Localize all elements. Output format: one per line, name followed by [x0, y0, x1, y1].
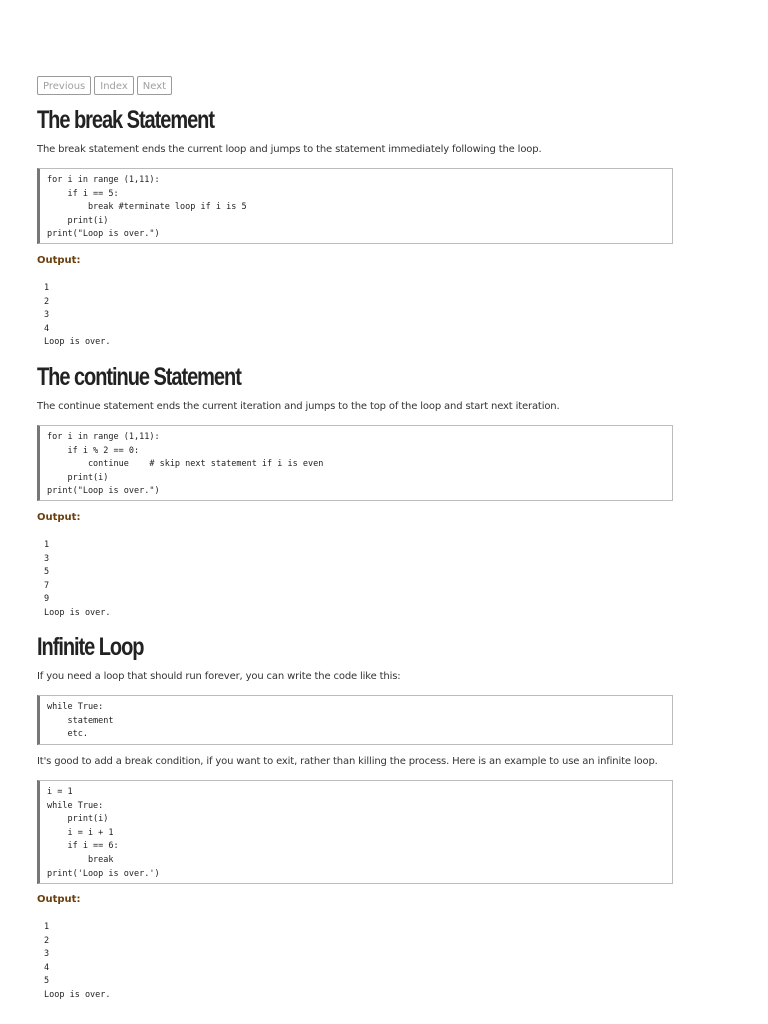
- break-condition-description: It's good to add a break condition, if you want to exit, rather than killing the process. Here is an example to use an infinite loop.: [37, 756, 658, 767]
- continue-section-description: The continue statement ends the current iteration and jumps to the top of the loop and start next iteration.: [37, 401, 560, 412]
- infinite-loop-output-label: Output:: [37, 894, 81, 905]
- continue-output-label: Output:: [37, 512, 81, 523]
- break-output-label: Output:: [37, 255, 81, 266]
- break-code-block: for i in range (1,11): if i == 5: break #terminate loop if i is 5 print(i) print("Loop is over."): [37, 168, 673, 244]
- infinite-loop-section-title: Infinite Loop: [37, 633, 144, 661]
- break-section-description: The break statement ends the current loop and jumps to the statement immediately following the loop.: [37, 144, 542, 155]
- continue-output: 1 3 5 7 9 Loop is over.: [44, 540, 111, 618]
- break-output: 1 2 3 4 Loop is over.: [44, 283, 111, 348]
- next-button[interactable]: Next: [137, 76, 172, 95]
- infinite-loop-example-code-block: i = 1 while True: print(i) i = i + 1 if i == 6: break print('Loop is over.'): [37, 780, 673, 884]
- continue-code-block: for i in range (1,11): if i % 2 == 0: continue # skip next statement if i is even print(i) print("Loop is over."): [37, 425, 673, 501]
- infinite-loop-code-block: while True: statement etc.: [37, 695, 673, 745]
- infinite-loop-description: If you need a loop that should run forever, you can write the code like this:: [37, 671, 401, 682]
- continue-section-title: The continue Statement: [37, 363, 241, 391]
- index-button[interactable]: Index: [94, 76, 134, 95]
- infinite-loop-output: 1 2 3 4 5 Loop is over.: [44, 922, 111, 1000]
- previous-button[interactable]: Previous: [37, 76, 91, 95]
- page-navigation: [37, 76, 172, 95]
- break-section-title: The break Statement: [37, 106, 214, 134]
